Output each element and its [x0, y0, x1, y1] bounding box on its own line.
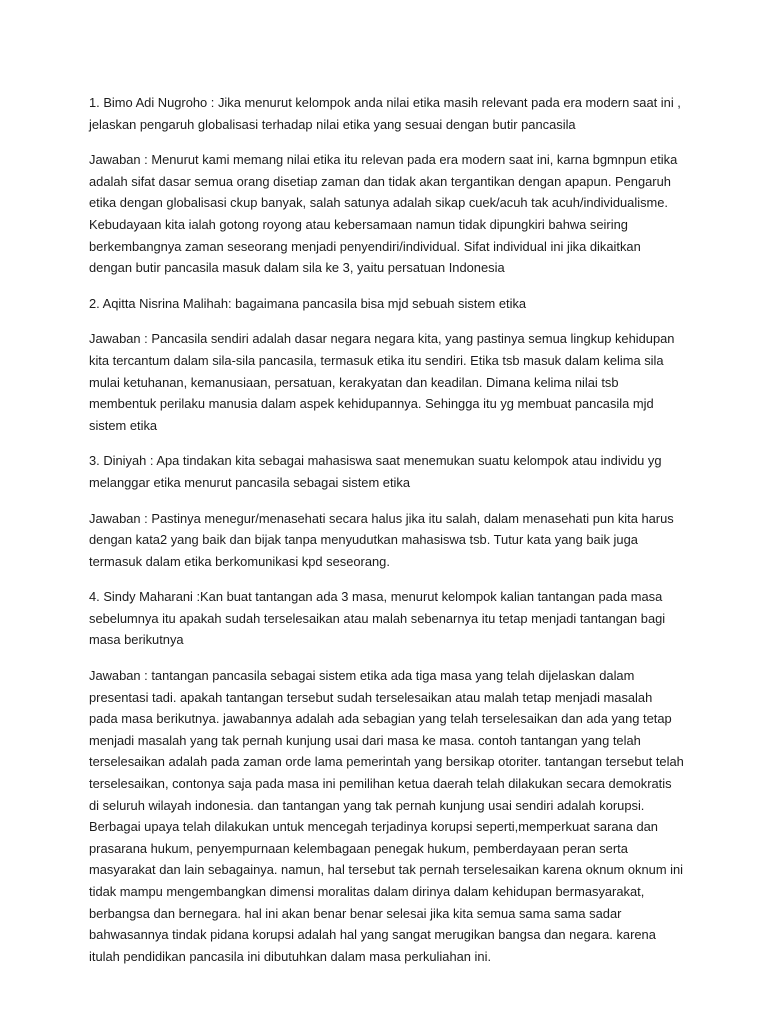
- answer-4: Jawaban : tantangan pancasila sebagai sistem etika ada tiga masa yang telah dijelaskan dalam presentasi tadi. apakah tantangan tersebut sudah terselesaikan atau malah tetap menjadi masalah pada masa berikutnya. jawabannya adalah ada sebagian yang telah terselesaikan dan ada yang tetap menjadi masalah yang tak pernah kunjung usai dari masa ke masa. contoh tantangan yang telah terselesaikan adalah pada zaman orde lama pemerintah yang bersikap otoriter. tantangan tersebut telah terselesaikan, contonya saja pada masa ini pemilihan ketua daerah telah dilakukan secara demokratis di seluruh wilayah indonesia. dan tantangan yang tak pernah kunjung usai sendiri adalah korupsi. Berbagai upaya telah dilakukan untuk mencegah terjadinya korupsi seperti,memperkuat sarana dan prasarana hukum, penyempurnaan kelembagaan penegak hukum, pemberdayaan peran serta masyarakat dan lain sebagainya. namun, hal tersebut tak pernah terselesaikan karena oknum oknum ini tidak mampu mengembangkan dimensi moralitas dalam dirinya dalam kehidupan bermasyarakat, berbangsa dan bernegara. hal ini akan benar benar selesai jika kita semua sama sama sadar bahwasannya tindak pidana korupsi adalah hal yang sangat merugikan bangsa dan negara. karena itulah pendidikan pancasila ini dibutuhkan dalam masa perkuliahan ini.: [89, 668, 684, 964]
- answer-3: Jawaban : Pastinya menegur/menasehati secara halus jika itu salah, dalam menasehati pun kita harus dengan kata2 yang baik dan bijak tanpa menyudutkan mahasiswa tsb. Tutur kata yang baik juga termasuk dalam etika berkomunikasi kpd seseorang.: [89, 510, 674, 569]
- answer-2: Jawaban : Pancasila sendiri adalah dasar negara negara kita, yang pastinya semua lingkup kehidupan kita tercantum dalam sila-sila pancasila, termasuk etika itu sendiri. Etika tsb masuk dalam kelima sila mulai ketuhanan, kemanusiaan, persatuan, kerakyatan dan keadilan. Dimana kelima nilai tsb membentuk perilaku manusia dalam aspek kehidupannya. Sehingga itu yg membuat pancasila mjd sistem etika: [89, 331, 675, 433]
- question-3: 3. Diniyah : Apa tindakan kita sebagai mahasiswa saat menemukan suatu kelompok atau individu yg melanggar etika menurut pancasila sebagai sistem etika: [89, 453, 662, 490]
- question-1: 1. Bimo Adi Nugroho : Jika menurut kelompok anda nilai etika masih relevant pada era modern saat ini , jelaskan pengaruh globalisasi terhadap nilai etika yang sesuai dengan butir pancasila: [89, 95, 681, 132]
- answer-1: Jawaban : Menurut kami memang nilai etika itu relevan pada era modern saat ini, karna bgmnpun etika adalah sifat dasar semua orang disetiap zaman dan tidak akan tergantikan dengan apapun. Pengaruh etika dengan globalisasi ckup banyak, salah satunya adalah sikap cuek/acuh tak acuh/individualisme. Kebudayaan kita ialah gotong royong atau kebersamaan namun tidak dipungkiri bahwa seiring berkembangnya zaman seseorang menjadi penyendiri/individual. Sifat individual ini jika dikaitkan dengan butir pancasila masuk dalam sila ke 3, yaitu persatuan Indonesia: [89, 152, 678, 276]
- question-4: 4. Sindy Maharani :Kan buat tantangan ada 3 masa, menurut kelompok kalian tantangan pada masa sebelumnya itu apakah sudah terselesaikan atau malah sebenarnya itu tetap menjadi tantangan bagi masa berikutnya: [89, 589, 666, 648]
- question-2: 2. Aqitta Nisrina Malihah: bagaimana pancasila bisa mjd sebuah sistem etika: [89, 295, 527, 311]
